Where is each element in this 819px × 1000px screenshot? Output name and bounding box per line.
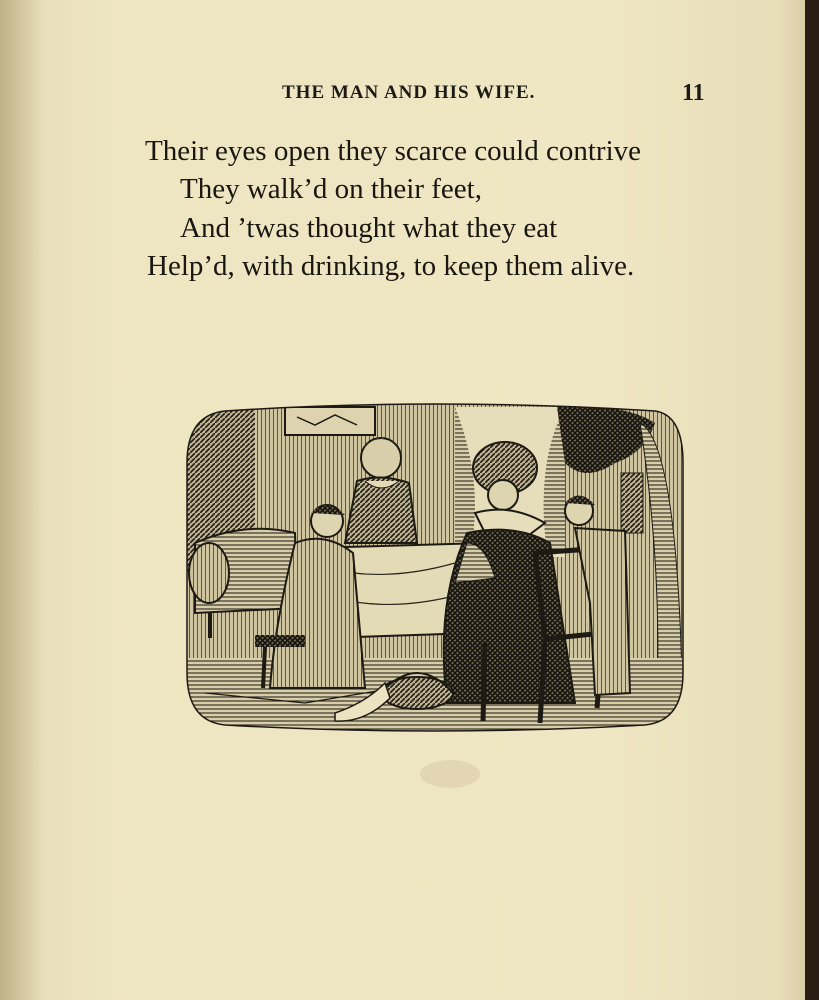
running-title: THE MAN AND HIS WIFE. [282,82,536,103]
page-header [0,82,805,112]
woodcut-parlor-scene-icon [185,403,685,733]
paper-stain [420,760,480,788]
verse-line-2: They walk’d on their feet, [180,173,482,205]
verse-line-4: Help’d, with drinking, to keep them alive. [147,250,635,282]
verse-line-1: Their eyes open they scarce could contrive [145,135,642,167]
spine-shadow [0,0,46,1000]
verse-line-3: And ’twas thought what they eat [180,212,558,244]
page-number: 11 [682,80,705,106]
